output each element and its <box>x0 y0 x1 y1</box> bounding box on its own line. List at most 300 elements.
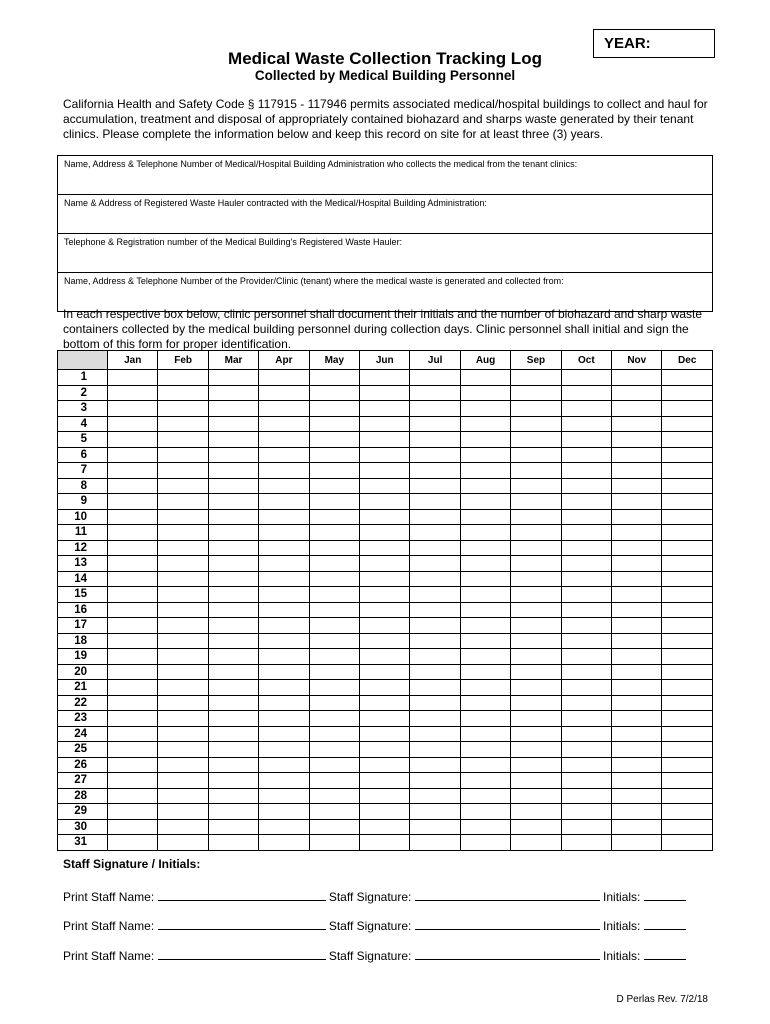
log-cell[interactable] <box>612 525 662 541</box>
log-cell[interactable] <box>309 773 359 789</box>
log-cell[interactable] <box>309 401 359 417</box>
log-cell[interactable] <box>612 602 662 618</box>
log-cell[interactable] <box>662 602 713 618</box>
log-cell[interactable] <box>108 742 158 758</box>
log-cell[interactable] <box>561 571 611 587</box>
log-cell[interactable] <box>511 804 561 820</box>
log-cell[interactable] <box>410 478 460 494</box>
log-cell[interactable] <box>158 556 208 572</box>
log-cell[interactable] <box>309 602 359 618</box>
log-cell[interactable] <box>511 695 561 711</box>
log-cell[interactable] <box>511 602 561 618</box>
log-cell[interactable] <box>108 447 158 463</box>
log-cell[interactable] <box>360 416 410 432</box>
log-cell[interactable] <box>410 525 460 541</box>
log-cell[interactable] <box>662 587 713 603</box>
log-cell[interactable] <box>511 432 561 448</box>
log-cell[interactable] <box>108 385 158 401</box>
log-cell[interactable] <box>410 711 460 727</box>
initials-field[interactable] <box>644 947 686 960</box>
log-cell[interactable] <box>158 370 208 386</box>
log-cell[interactable] <box>208 773 258 789</box>
log-cell[interactable] <box>561 788 611 804</box>
log-cell[interactable] <box>309 587 359 603</box>
log-cell[interactable] <box>208 525 258 541</box>
log-cell[interactable] <box>662 695 713 711</box>
log-cell[interactable] <box>360 742 410 758</box>
log-cell[interactable] <box>561 432 611 448</box>
log-cell[interactable] <box>259 494 309 510</box>
log-cell[interactable] <box>662 711 713 727</box>
log-cell[interactable] <box>208 447 258 463</box>
log-cell[interactable] <box>561 711 611 727</box>
log-cell[interactable] <box>662 788 713 804</box>
log-cell[interactable] <box>511 571 561 587</box>
log-cell[interactable] <box>259 416 309 432</box>
log-cell[interactable] <box>662 385 713 401</box>
log-cell[interactable] <box>360 540 410 556</box>
log-cell[interactable] <box>612 819 662 835</box>
log-cell[interactable] <box>108 711 158 727</box>
log-cell[interactable] <box>511 757 561 773</box>
log-cell[interactable] <box>662 819 713 835</box>
log-cell[interactable] <box>662 525 713 541</box>
log-cell[interactable] <box>662 649 713 665</box>
log-cell[interactable] <box>612 664 662 680</box>
log-cell[interactable] <box>460 571 510 587</box>
log-cell[interactable] <box>208 835 258 851</box>
info-field[interactable]: Name, Address & Telephone Number of Medical/Hospital Building Administration who collects the medical from the tenant clinics: <box>58 156 713 195</box>
log-cell[interactable] <box>460 618 510 634</box>
log-cell[interactable] <box>208 819 258 835</box>
log-cell[interactable] <box>662 494 713 510</box>
log-cell[interactable] <box>662 804 713 820</box>
log-cell[interactable] <box>208 633 258 649</box>
log-cell[interactable] <box>612 401 662 417</box>
log-cell[interactable] <box>360 618 410 634</box>
log-cell[interactable] <box>360 773 410 789</box>
log-cell[interactable] <box>208 726 258 742</box>
log-cell[interactable] <box>460 556 510 572</box>
log-cell[interactable] <box>208 494 258 510</box>
log-cell[interactable] <box>309 432 359 448</box>
log-cell[interactable] <box>612 835 662 851</box>
log-cell[interactable] <box>460 804 510 820</box>
log-cell[interactable] <box>259 633 309 649</box>
log-cell[interactable] <box>460 773 510 789</box>
log-cell[interactable] <box>561 540 611 556</box>
log-cell[interactable] <box>158 602 208 618</box>
log-cell[interactable] <box>309 416 359 432</box>
initials-field[interactable] <box>644 917 686 930</box>
log-cell[interactable] <box>158 695 208 711</box>
log-cell[interactable] <box>158 478 208 494</box>
log-cell[interactable] <box>662 664 713 680</box>
log-cell[interactable] <box>208 370 258 386</box>
log-cell[interactable] <box>309 680 359 696</box>
log-cell[interactable] <box>309 494 359 510</box>
log-cell[interactable] <box>108 633 158 649</box>
log-cell[interactable] <box>259 649 309 665</box>
log-cell[interactable] <box>561 819 611 835</box>
log-cell[interactable] <box>208 587 258 603</box>
log-cell[interactable] <box>309 788 359 804</box>
log-cell[interactable] <box>158 432 208 448</box>
log-cell[interactable] <box>259 602 309 618</box>
log-cell[interactable] <box>410 757 460 773</box>
print-name-field[interactable] <box>158 947 326 960</box>
log-cell[interactable] <box>511 726 561 742</box>
log-cell[interactable] <box>460 680 510 696</box>
log-cell[interactable] <box>259 742 309 758</box>
log-cell[interactable] <box>662 618 713 634</box>
log-cell[interactable] <box>561 463 611 479</box>
log-cell[interactable] <box>460 664 510 680</box>
log-cell[interactable] <box>158 711 208 727</box>
log-cell[interactable] <box>360 664 410 680</box>
log-cell[interactable] <box>460 401 510 417</box>
log-cell[interactable] <box>108 556 158 572</box>
log-cell[interactable] <box>158 587 208 603</box>
log-cell[interactable] <box>410 804 460 820</box>
log-cell[interactable] <box>511 649 561 665</box>
log-cell[interactable] <box>612 540 662 556</box>
log-cell[interactable] <box>460 370 510 386</box>
log-cell[interactable] <box>158 804 208 820</box>
log-cell[interactable] <box>511 385 561 401</box>
log-cell[interactable] <box>612 571 662 587</box>
log-cell[interactable] <box>259 664 309 680</box>
log-cell[interactable] <box>360 525 410 541</box>
log-cell[interactable] <box>259 618 309 634</box>
log-cell[interactable] <box>360 463 410 479</box>
log-cell[interactable] <box>158 416 208 432</box>
log-cell[interactable] <box>410 835 460 851</box>
log-cell[interactable] <box>410 819 460 835</box>
log-cell[interactable] <box>561 773 611 789</box>
log-cell[interactable] <box>360 602 410 618</box>
log-cell[interactable] <box>561 509 611 525</box>
log-cell[interactable] <box>612 695 662 711</box>
log-cell[interactable] <box>410 664 460 680</box>
log-cell[interactable] <box>208 463 258 479</box>
log-cell[interactable] <box>259 478 309 494</box>
log-cell[interactable] <box>158 494 208 510</box>
log-cell[interactable] <box>259 788 309 804</box>
log-cell[interactable] <box>460 385 510 401</box>
log-cell[interactable] <box>309 742 359 758</box>
log-cell[interactable] <box>158 742 208 758</box>
log-cell[interactable] <box>612 432 662 448</box>
log-cell[interactable] <box>612 587 662 603</box>
log-cell[interactable] <box>208 804 258 820</box>
log-cell[interactable] <box>460 788 510 804</box>
log-cell[interactable] <box>511 618 561 634</box>
log-cell[interactable] <box>208 664 258 680</box>
log-cell[interactable] <box>208 385 258 401</box>
log-cell[interactable] <box>460 742 510 758</box>
log-cell[interactable] <box>360 478 410 494</box>
log-cell[interactable] <box>410 401 460 417</box>
log-cell[interactable] <box>259 370 309 386</box>
log-cell[interactable] <box>460 633 510 649</box>
log-cell[interactable] <box>108 819 158 835</box>
log-cell[interactable] <box>108 757 158 773</box>
log-cell[interactable] <box>360 509 410 525</box>
log-cell[interactable] <box>158 664 208 680</box>
log-cell[interactable] <box>612 370 662 386</box>
log-cell[interactable] <box>158 633 208 649</box>
staff-signature-field[interactable] <box>415 917 600 930</box>
log-cell[interactable] <box>360 401 410 417</box>
log-cell[interactable] <box>158 463 208 479</box>
log-cell[interactable] <box>259 819 309 835</box>
log-cell[interactable] <box>662 447 713 463</box>
log-cell[interactable] <box>108 788 158 804</box>
log-cell[interactable] <box>309 633 359 649</box>
log-cell[interactable] <box>612 726 662 742</box>
log-cell[interactable] <box>410 416 460 432</box>
log-cell[interactable] <box>662 633 713 649</box>
log-cell[interactable] <box>460 478 510 494</box>
log-cell[interactable] <box>108 649 158 665</box>
log-cell[interactable] <box>612 509 662 525</box>
log-cell[interactable] <box>158 447 208 463</box>
log-cell[interactable] <box>309 695 359 711</box>
log-cell[interactable] <box>410 773 460 789</box>
log-cell[interactable] <box>259 680 309 696</box>
log-cell[interactable] <box>158 401 208 417</box>
log-cell[interactable] <box>108 726 158 742</box>
log-cell[interactable] <box>158 540 208 556</box>
log-cell[interactable] <box>108 618 158 634</box>
log-cell[interactable] <box>410 447 460 463</box>
log-cell[interactable] <box>561 664 611 680</box>
log-cell[interactable] <box>309 385 359 401</box>
log-cell[interactable] <box>309 370 359 386</box>
log-cell[interactable] <box>410 463 460 479</box>
log-cell[interactable] <box>309 618 359 634</box>
log-cell[interactable] <box>460 726 510 742</box>
log-cell[interactable] <box>612 804 662 820</box>
log-cell[interactable] <box>662 742 713 758</box>
log-cell[interactable] <box>460 540 510 556</box>
log-cell[interactable] <box>309 819 359 835</box>
log-cell[interactable] <box>360 680 410 696</box>
log-cell[interactable] <box>511 664 561 680</box>
log-cell[interactable] <box>511 540 561 556</box>
log-cell[interactable] <box>360 788 410 804</box>
log-cell[interactable] <box>208 695 258 711</box>
log-cell[interactable] <box>511 509 561 525</box>
log-cell[interactable] <box>360 556 410 572</box>
log-cell[interactable] <box>662 835 713 851</box>
log-cell[interactable] <box>158 385 208 401</box>
log-cell[interactable] <box>360 819 410 835</box>
log-cell[interactable] <box>612 649 662 665</box>
log-cell[interactable] <box>561 494 611 510</box>
initials-field[interactable] <box>644 888 686 901</box>
log-cell[interactable] <box>612 788 662 804</box>
log-cell[interactable] <box>158 819 208 835</box>
log-cell[interactable] <box>158 649 208 665</box>
log-cell[interactable] <box>511 773 561 789</box>
log-cell[interactable] <box>410 618 460 634</box>
log-cell[interactable] <box>511 401 561 417</box>
log-cell[interactable] <box>561 556 611 572</box>
log-cell[interactable] <box>511 680 561 696</box>
log-cell[interactable] <box>360 835 410 851</box>
log-cell[interactable] <box>410 602 460 618</box>
log-cell[interactable] <box>208 742 258 758</box>
log-cell[interactable] <box>259 525 309 541</box>
log-cell[interactable] <box>360 633 410 649</box>
info-field[interactable]: Name, Address & Telephone Number of the Provider/Clinic (tenant) where the medical waste is generated and collected from: <box>58 273 713 312</box>
log-cell[interactable] <box>662 509 713 525</box>
log-cell[interactable] <box>662 370 713 386</box>
log-cell[interactable] <box>259 556 309 572</box>
log-cell[interactable] <box>259 726 309 742</box>
log-cell[interactable] <box>511 587 561 603</box>
log-cell[interactable] <box>460 602 510 618</box>
log-cell[interactable] <box>460 494 510 510</box>
log-cell[interactable] <box>360 726 410 742</box>
log-cell[interactable] <box>208 416 258 432</box>
log-cell[interactable] <box>208 649 258 665</box>
log-cell[interactable] <box>662 478 713 494</box>
log-cell[interactable] <box>360 587 410 603</box>
log-cell[interactable] <box>511 525 561 541</box>
log-cell[interactable] <box>360 695 410 711</box>
print-name-field[interactable] <box>158 888 326 901</box>
log-cell[interactable] <box>108 525 158 541</box>
print-name-field[interactable] <box>158 917 326 930</box>
log-cell[interactable] <box>108 664 158 680</box>
log-cell[interactable] <box>460 463 510 479</box>
log-cell[interactable] <box>158 525 208 541</box>
log-cell[interactable] <box>662 463 713 479</box>
log-cell[interactable] <box>662 540 713 556</box>
log-cell[interactable] <box>259 432 309 448</box>
log-cell[interactable] <box>561 401 611 417</box>
log-cell[interactable] <box>460 509 510 525</box>
log-cell[interactable] <box>460 695 510 711</box>
log-cell[interactable] <box>511 370 561 386</box>
log-cell[interactable] <box>561 416 611 432</box>
log-cell[interactable] <box>410 649 460 665</box>
log-cell[interactable] <box>360 757 410 773</box>
staff-signature-field[interactable] <box>415 947 600 960</box>
log-cell[interactable] <box>561 742 611 758</box>
log-cell[interactable] <box>561 618 611 634</box>
log-cell[interactable] <box>259 587 309 603</box>
log-cell[interactable] <box>511 711 561 727</box>
log-cell[interactable] <box>158 757 208 773</box>
log-cell[interactable] <box>561 726 611 742</box>
log-cell[interactable] <box>309 463 359 479</box>
log-cell[interactable] <box>309 726 359 742</box>
log-cell[interactable] <box>108 835 158 851</box>
log-cell[interactable] <box>259 447 309 463</box>
log-cell[interactable] <box>410 633 460 649</box>
log-cell[interactable] <box>158 571 208 587</box>
log-cell[interactable] <box>360 711 410 727</box>
log-cell[interactable] <box>108 494 158 510</box>
log-cell[interactable] <box>208 757 258 773</box>
log-cell[interactable] <box>208 432 258 448</box>
log-cell[interactable] <box>561 602 611 618</box>
log-cell[interactable] <box>561 649 611 665</box>
log-cell[interactable] <box>108 773 158 789</box>
log-cell[interactable] <box>259 711 309 727</box>
log-cell[interactable] <box>662 416 713 432</box>
log-cell[interactable] <box>360 494 410 510</box>
log-cell[interactable] <box>158 618 208 634</box>
log-cell[interactable] <box>410 587 460 603</box>
log-cell[interactable] <box>511 788 561 804</box>
log-cell[interactable] <box>410 742 460 758</box>
log-cell[interactable] <box>662 401 713 417</box>
log-cell[interactable] <box>561 385 611 401</box>
log-cell[interactable] <box>662 680 713 696</box>
log-cell[interactable] <box>460 819 510 835</box>
log-cell[interactable] <box>259 509 309 525</box>
log-cell[interactable] <box>460 587 510 603</box>
log-cell[interactable] <box>612 618 662 634</box>
log-cell[interactable] <box>309 540 359 556</box>
log-cell[interactable] <box>561 633 611 649</box>
log-cell[interactable] <box>511 494 561 510</box>
info-field[interactable]: Telephone & Registration number of the Medical Building's Registered Waste Hauler: <box>58 234 713 273</box>
log-cell[interactable] <box>612 463 662 479</box>
log-cell[interactable] <box>460 416 510 432</box>
log-cell[interactable] <box>511 463 561 479</box>
log-cell[interactable] <box>612 494 662 510</box>
log-cell[interactable] <box>208 788 258 804</box>
log-cell[interactable] <box>460 649 510 665</box>
log-cell[interactable] <box>410 494 460 510</box>
log-cell[interactable] <box>511 447 561 463</box>
log-cell[interactable] <box>561 447 611 463</box>
log-cell[interactable] <box>158 788 208 804</box>
log-cell[interactable] <box>158 835 208 851</box>
log-cell[interactable] <box>309 447 359 463</box>
log-cell[interactable] <box>612 633 662 649</box>
log-cell[interactable] <box>612 385 662 401</box>
log-cell[interactable] <box>612 416 662 432</box>
log-cell[interactable] <box>108 463 158 479</box>
log-cell[interactable] <box>410 571 460 587</box>
log-cell[interactable] <box>108 587 158 603</box>
log-cell[interactable] <box>259 757 309 773</box>
log-cell[interactable] <box>561 757 611 773</box>
log-cell[interactable] <box>410 695 460 711</box>
log-cell[interactable] <box>410 726 460 742</box>
log-cell[interactable] <box>561 370 611 386</box>
log-cell[interactable] <box>410 432 460 448</box>
log-cell[interactable] <box>410 385 460 401</box>
log-cell[interactable] <box>309 649 359 665</box>
log-cell[interactable] <box>360 649 410 665</box>
log-cell[interactable] <box>460 432 510 448</box>
log-cell[interactable] <box>108 602 158 618</box>
log-cell[interactable] <box>309 835 359 851</box>
log-cell[interactable] <box>662 432 713 448</box>
log-cell[interactable] <box>158 773 208 789</box>
log-cell[interactable] <box>561 680 611 696</box>
log-cell[interactable] <box>259 773 309 789</box>
log-cell[interactable] <box>259 540 309 556</box>
